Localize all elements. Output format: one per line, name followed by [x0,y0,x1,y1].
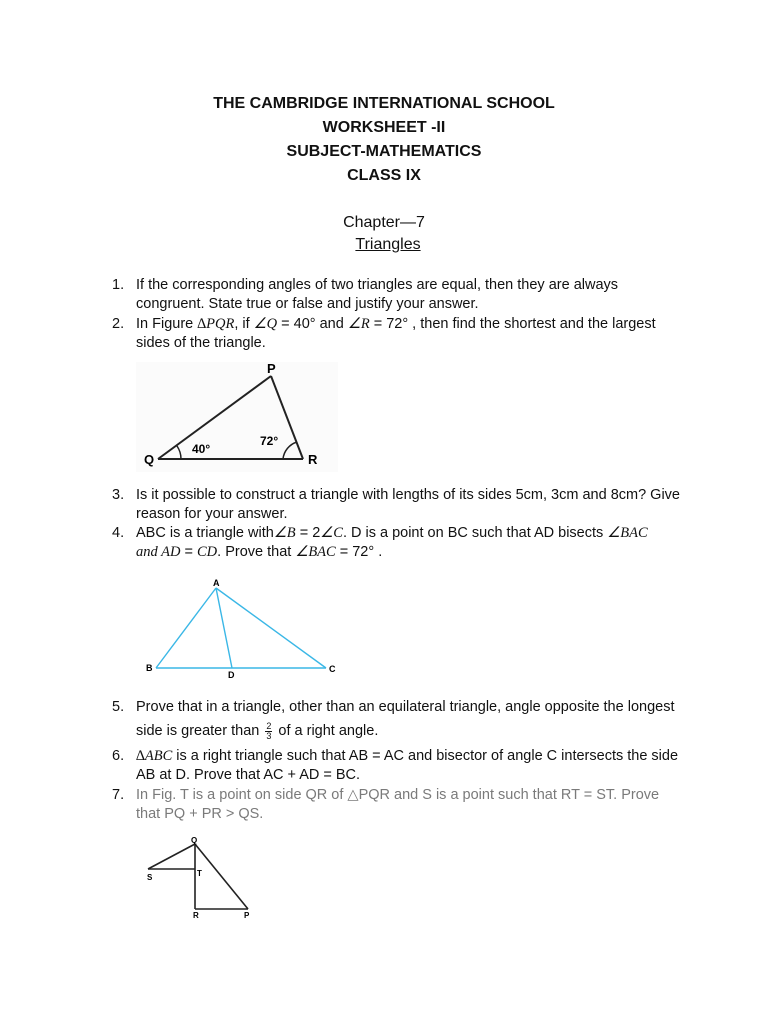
vertex-c-label: C [329,664,336,674]
school-name: THE CAMBRIDGE INTERNATIONAL SCHOOL [213,95,555,112]
segment-qs [148,844,195,869]
question-number: 2. [112,316,125,332]
question-number: 4. [112,525,125,541]
segment-ad [216,588,232,668]
question-text: ABC is a triangle with∠B = 2∠C. D is a point on BC such that AD bisects ∠BAC and AD = CD. Prove that ∠BAC = 72° . [136,525,648,560]
question-text: In Fig. T is a point on side QR of △PQR and S is a point such that RT = ST. Prove that PQ + PR > QS. [136,787,660,822]
vertex-a-label: A [213,578,220,588]
side-ab [156,588,216,668]
angle-r-label: 72° [260,434,279,448]
chapter-heading [0,212,768,256]
vertex-p-label: P [267,362,276,376]
question-text: If the corresponding angles of two triangles are equal, then they are always congruent. State true or false and justify your answer. [136,277,619,312]
question-text: In Figure ∆PQR, if ∠Q = 40° and ∠R = 72° , then find the shortest and the largest sides of the triangle. [136,316,656,351]
question-number: 3. [112,487,125,503]
question-number: 7. [112,787,125,803]
vertex-r-label: R [308,452,318,467]
vertex-d-label: D [228,670,235,680]
question-text: Is it possible to construct a triangle with lengths of its sides 5cm, 3cm and 8cm? Give reason for your answer. [136,487,680,522]
triangle-pqr-s-t-figure [140,834,260,926]
vertex-p-label: P [244,911,250,920]
question-number: 1. [112,277,125,293]
vertex-s-label: S [147,873,153,882]
worksheet-title: WORKSHEET -II [322,119,446,136]
vertex-q-label: Q [191,836,198,845]
vertex-t-label: T [197,869,202,878]
question-number: 5. [112,699,125,715]
worksheet-header [0,92,768,188]
side-ac [216,588,326,668]
question-text: Prove that in a triangle, other than an equilateral triangle, angle opposite the longest side is greater than $\frac{2}{3}$ of a right angle. [136,699,675,741]
chapter-title: Triangles [355,236,421,253]
fraction-two-thirds: $\frac{2}{3}$ [266,720,272,741]
question-text: ∆ABC is a right triangle such that AB = AC and bisector of angle C intersects the side AB at D. Prove that AC + AD = BC. [136,748,679,783]
vertex-q-label: Q [144,452,155,467]
vertex-b-label: B [146,663,153,673]
chapter-label: Chapter—7 [343,214,425,231]
triangle-abc-figure [140,578,350,682]
triangle-pqr-figure [136,362,338,472]
side-qp [195,844,248,909]
class-title: CLASS IX [347,167,421,184]
angle-q-label: 40° [192,442,211,456]
question-number: 6. [112,748,125,764]
vertex-r-label: R [193,911,199,920]
subject-title: SUBJECT-MATHEMATICS [286,143,482,160]
